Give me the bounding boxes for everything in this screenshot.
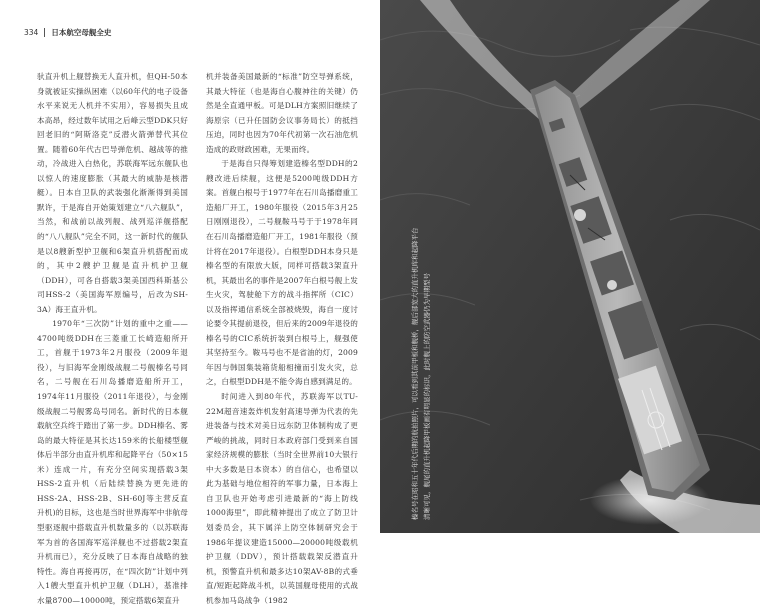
paragraph: 驮直升机上舰替换无人直升机，但QH-50本身就被证实操纵困难（以60年代的电子设备水平来说无人机并不实用），容易损失且成本高昂，经过数年试用之后峰云型DDK只好回老旧的“阿斯洛克”反潜火箭弹替代其位置。随着60年代古巴导弹危机、越战等的推动，冷战进入白热化，苏联海军远东舰队也以惊人的速度膨胀（其最大的威胁是核潜艇）。日本自卫队的武装强化渐渐得到美国默许，于是海自开始策划建立“八六舰队”，当然，和战前以战列舰、战列巡洋舰搭配的“八八舰队”完全不同，这一新时代的舰队是以8艘新型护卫舰和6架直升机搭配而成的，其中2艘护卫舰是直升机护卫舰（DDH），可各自搭载3架美国西科斯基公司HSS-2（美国海军原编号，后改为SH-3A）海王直升机。 xyxy=(37,72,188,314)
left-text-column xyxy=(37,70,188,608)
book-title: 日本航空母舰全史 xyxy=(51,28,112,37)
caption-line: 榛名号在昭和五十年代后期的航拍照片，可以看到其前甲板和舰桥，舰后部宽大的直升机库和起降平台 xyxy=(411,227,419,520)
page-number: 334 xyxy=(24,28,39,37)
photo-caption xyxy=(406,227,446,520)
header-divider xyxy=(44,28,45,37)
paragraph: 于是海自只得筹划建造榛名型DDH的2艘改进后续舰，这便是5200吨级DDH方案。首舰白根号于1977年在石川岛播磨重工造船厂开工，1980年服役（2015年3月25日刚刚退役），二号舰鞍马号于于1978年同在石川岛播磨造船厂开工，1981年服役（预计将在2017年退役）。白根型DDH本身只是榛名型的有限放大版，同样可搭载3架直升机，其最出名的事件是2007年白根号舰上发生火灾，驾驶舱下方的战斗指挥所（CIC）以及指挥通信系统全部被烧毁，海自一度讨论要令其提前退役，但后来的2009年退役的榛名号的CIC系统折装到白根号上，舰强使其坚持至今。鞍马号也不是省油的灯，2009年因与韩国集装箱货船相撞而引发火灾，总之，白根型DDH是不能令海自感到满足的。 xyxy=(206,159,358,387)
running-header xyxy=(24,27,111,38)
caption-line: 清晰可见，舰尾的直升机起降甲板画有明显的标识，此时舰上的防空武器仍为早期型号 xyxy=(423,273,431,520)
middle-text-column xyxy=(206,70,358,608)
paragraph: 1970年“三次防”计划的重中之重——4700吨级DDH在三菱重工长崎造船所开工，首舰于1973年2月服役（2009年退役），与旧海军金刚级战舰二号舰榛名号同名，二号舰在石川岛播磨造船所开工，1974年11月服役（2011年退役），与金刚级战舰二号舰雾岛号同名。新时代的日本舰载航空兵终于踏出了第一步。DDH榛名、雾岛的最大特征是其长达159米的长船楼型舰体后半部分由直升机库和起降平台（50×15米）连成一片，有充分空间实现搭载3架HSS-2直升机（后陆续替换为更先进的HSS-2A、HSS-2B、SH-60J等主营反直升机)的目标，这也是当时世界海军中非航母型驱逐舰中搭载直升机数量多的（以苏联海军为首的各国海军巡洋舰也不过搭载2架直升机而已），充分反映了日本海自战略的独特性。海自再接再厉，在“四次防”计划中列入1艘大型直升机护卫舰（DLH），基准排水量8700—10000吨，预定搭载6架直升 xyxy=(37,319,188,605)
paragraph: 机并装备美国最新的“标准”防空导弹系统，其最大特征（也是海自心腹神往的关键）仍然是全直通甲板。可是DLH方案照旧继续了海原宗（已升任国防会议事务局长）的抵挡压迫，同时也因为70年代初第一次石油危机造成的政财政困难，无果而终。 xyxy=(206,72,358,154)
paragraph: 时间进入到80年代，苏联海军以TU-22M超音速轰炸机发射高速导弹为代表的先进装备与技术对美日远东防卫体制构成了更严峻的挑战，同时日本政府部门受到来自国家经济规模的膨胀（当时全世界前10大银行中大多数是日本资本）的自信心，也希望以此为基础与地位相符的军事力量，日本海上自卫队也开始考虑引进最新的“海上防线1000海里”，即此精神提出了成立了防卫计划委员会，其下属洋上防空体制研究会于1986年提议建造15000—20000吨级载机护卫舰（DDV），预计搭载载架反潜直升机，预警直升机和最多达10架AV-8B的式垂直/短距起降战斗机，以英国舰母使用的式战机参加马岛战争（1982 xyxy=(206,392,358,605)
